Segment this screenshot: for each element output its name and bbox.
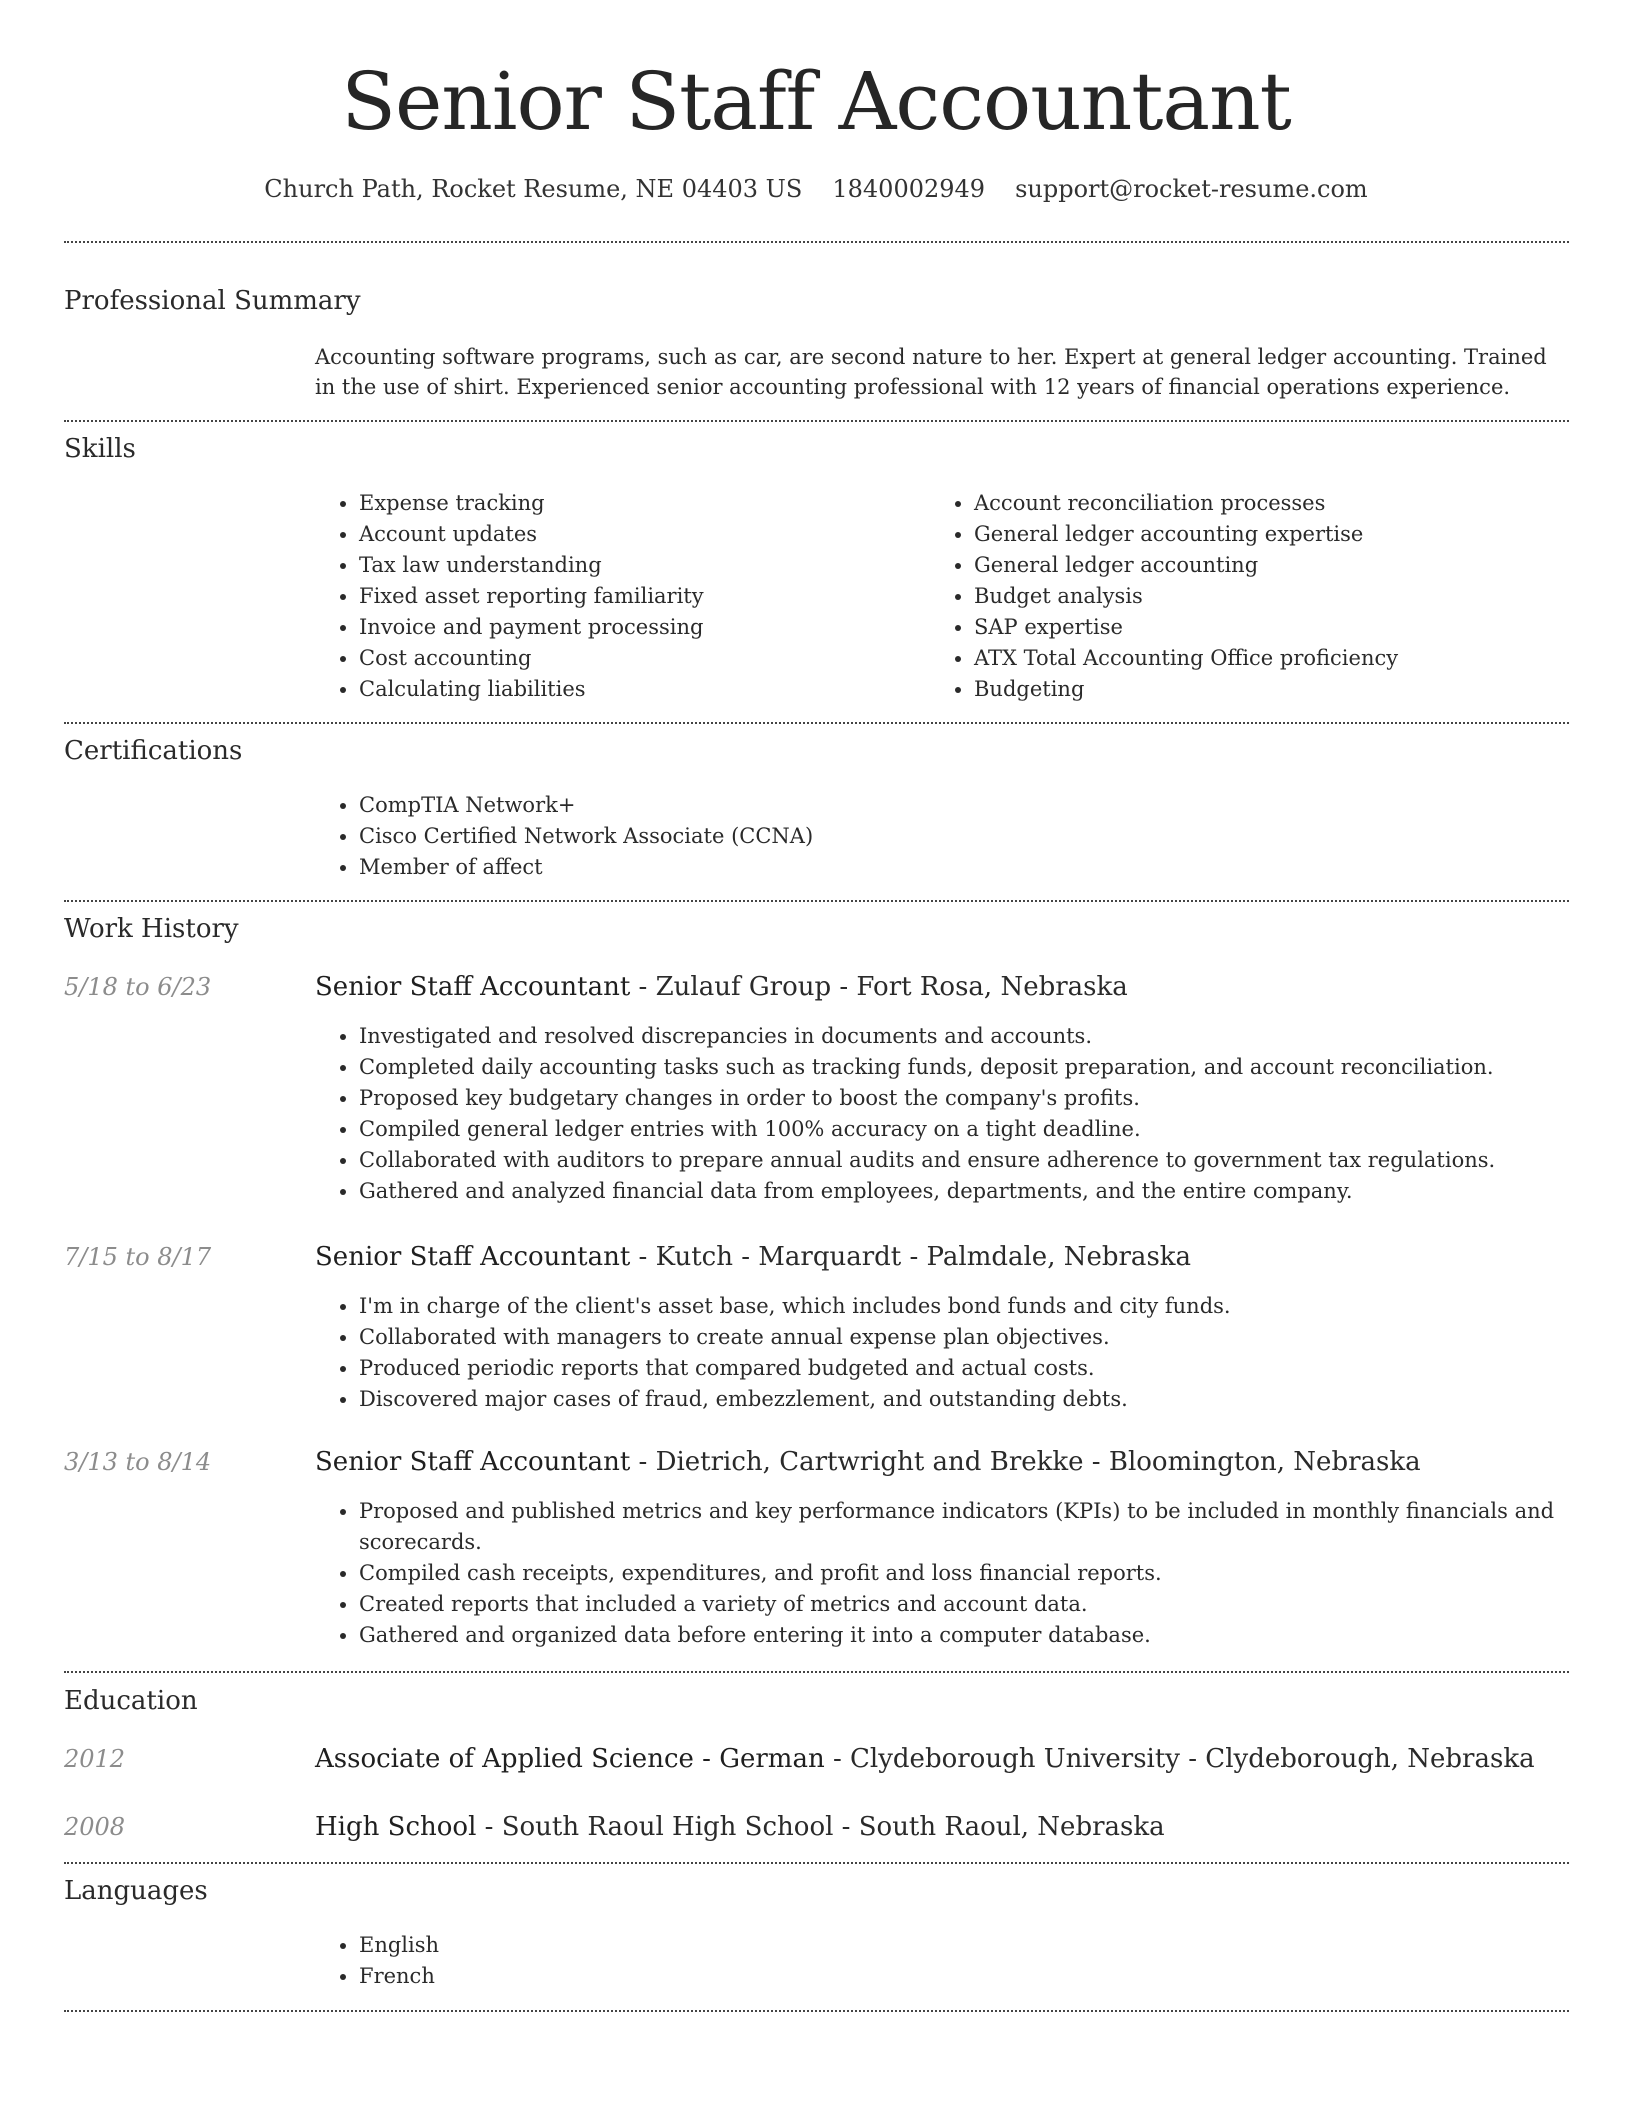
language-item: • French (359, 1961, 959, 1992)
skill-item: • ATX Total Accounting Office proficiency (974, 643, 1594, 674)
contact-phone: 1840002949 (832, 175, 986, 203)
section-title-work-history: Work History (64, 914, 239, 944)
skill-item: • Account updates (359, 519, 919, 550)
job-bullet: • Collaborated with managers to create annual expense plan objectives. (359, 1322, 1599, 1353)
job-dates: 3/13 to 8/14 (64, 1448, 212, 1476)
divider (64, 420, 1569, 422)
skill-item: • General ledger accounting expertise (974, 519, 1594, 550)
job-employer: - Kutch - Marquardt - Palmdale, Nebraska (630, 1242, 1192, 1272)
job-role: Senior Staff Accountant (315, 1242, 631, 1272)
section-title-skills: Skills (64, 434, 136, 464)
education-year: 2012 (64, 1745, 126, 1773)
contact-line (0, 171, 1632, 207)
divider (64, 241, 1569, 243)
divider (64, 2010, 1569, 2012)
education-school: - South Raoul High School - South Raoul, Nebraska (476, 1812, 1165, 1842)
job-bullet: • I'm in charge of the client's asset base, which includes bond funds and city funds. (359, 1291, 1599, 1322)
education-degree: Associate of Applied Science - German (315, 1744, 825, 1774)
skill-item: • Budget analysis (974, 581, 1594, 612)
job-bullet: • Collaborated with auditors to prepare annual audits and ensure adherence to government tax regulations. (359, 1145, 1599, 1176)
skill-item: • Budgeting (974, 674, 1594, 705)
job-title-line (315, 970, 1128, 1004)
resume-name: Senior Staff Accountant (341, 55, 1291, 148)
job-employer: - Dietrich, Cartwright and Brekke - Bloomington, Nebraska (630, 1447, 1421, 1477)
divider (64, 1862, 1569, 1864)
skill-item: • Expense tracking (359, 488, 919, 519)
job-bullet: • Gathered and analyzed financial data from employees, departments, and the entire company. (359, 1176, 1599, 1207)
skill-item: • Cost accounting (359, 643, 919, 674)
job-role: Senior Staff Accountant (315, 1447, 631, 1477)
certification-item: • CompTIA Network+ (359, 790, 1599, 821)
skill-item: • SAP expertise (974, 612, 1594, 643)
job-bullets (315, 1021, 1599, 1207)
job-bullet: • Produced periodic reports that compared budgeted and actual costs. (359, 1353, 1599, 1384)
divider (64, 900, 1569, 902)
job-bullet: • Proposed and published metrics and key performance indicators (KPIs) to be included in monthly financials and scorecards. (359, 1496, 1599, 1558)
divider (64, 1671, 1569, 1673)
job-role: Senior Staff Accountant (315, 972, 631, 1002)
skill-item: • Fixed asset reporting familiarity (359, 581, 919, 612)
language-item: • English (359, 1930, 959, 1961)
skills-list-right (930, 488, 1594, 705)
skills-list-left (315, 488, 919, 705)
education-school: - Clydeborough University - Clydeborough, Nebraska (824, 1744, 1535, 1774)
education-line (315, 1742, 1535, 1776)
section-title-summary: Professional Summary (64, 286, 361, 316)
job-bullet: • Compiled cash receipts, expenditures, and profit and loss financial reports. (359, 1558, 1599, 1589)
job-bullet: • Investigated and resolved discrepancies in documents and accounts. (359, 1021, 1599, 1052)
job-dates: 5/18 to 6/23 (64, 973, 212, 1001)
job-bullets (315, 1291, 1599, 1415)
education-line (315, 1810, 1165, 1844)
job-bullet: • Completed daily accounting tasks such as tracking funds, deposit preparation, and account reconciliation. (359, 1052, 1599, 1083)
skill-item: • Tax law understanding (359, 550, 919, 581)
section-title-languages: Languages (64, 1876, 208, 1906)
job-title-line (315, 1445, 1421, 1479)
job-bullet: • Created reports that included a variety of metrics and account data. (359, 1589, 1599, 1620)
skill-item: • General ledger accounting (974, 550, 1594, 581)
certifications-list (315, 790, 1599, 883)
certification-item: • Member of affect (359, 852, 1599, 883)
divider (64, 722, 1569, 724)
job-employer: - Zulauf Group - Fort Rosa, Nebraska (630, 972, 1128, 1002)
job-bullet: • Proposed key budgetary changes in order to boost the company's profits. (359, 1083, 1599, 1114)
job-bullet: • Discovered major cases of fraud, embezzlement, and outstanding debts. (359, 1384, 1599, 1415)
contact-address: Church Path, Rocket Resume, NE 04403 US (264, 175, 803, 203)
education-degree: High School (315, 1812, 477, 1842)
section-title-certifications: Certifications (64, 736, 243, 766)
contact-email[interactable]: support@rocket-resume.com (1015, 175, 1368, 203)
languages-list (315, 1930, 959, 1992)
skill-item: • Account reconciliation processes (974, 488, 1594, 519)
job-dates: 7/15 to 8/17 (64, 1243, 212, 1271)
summary-text: Accounting software programs, such as car, are second nature to her. Expert at general ledger accounting. Trained in the use of shirt. Experienced senior accounting professional with 12 years of financial operations experience. (315, 345, 1547, 399)
job-bullet: • Gathered and organized data before entering it into a computer database. (359, 1620, 1599, 1651)
education-year: 2008 (64, 1813, 126, 1841)
job-bullets (315, 1496, 1599, 1651)
skill-item: • Calculating liabilities (359, 674, 919, 705)
section-title-education: Education (64, 1686, 198, 1716)
skill-item: • Invoice and payment processing (359, 612, 919, 643)
job-title-line (315, 1240, 1191, 1274)
job-bullet: • Compiled general ledger entries with 100% accuracy on a tight deadline. (359, 1114, 1599, 1145)
certification-item: • Cisco Certified Network Associate (CCNA) (359, 821, 1599, 852)
